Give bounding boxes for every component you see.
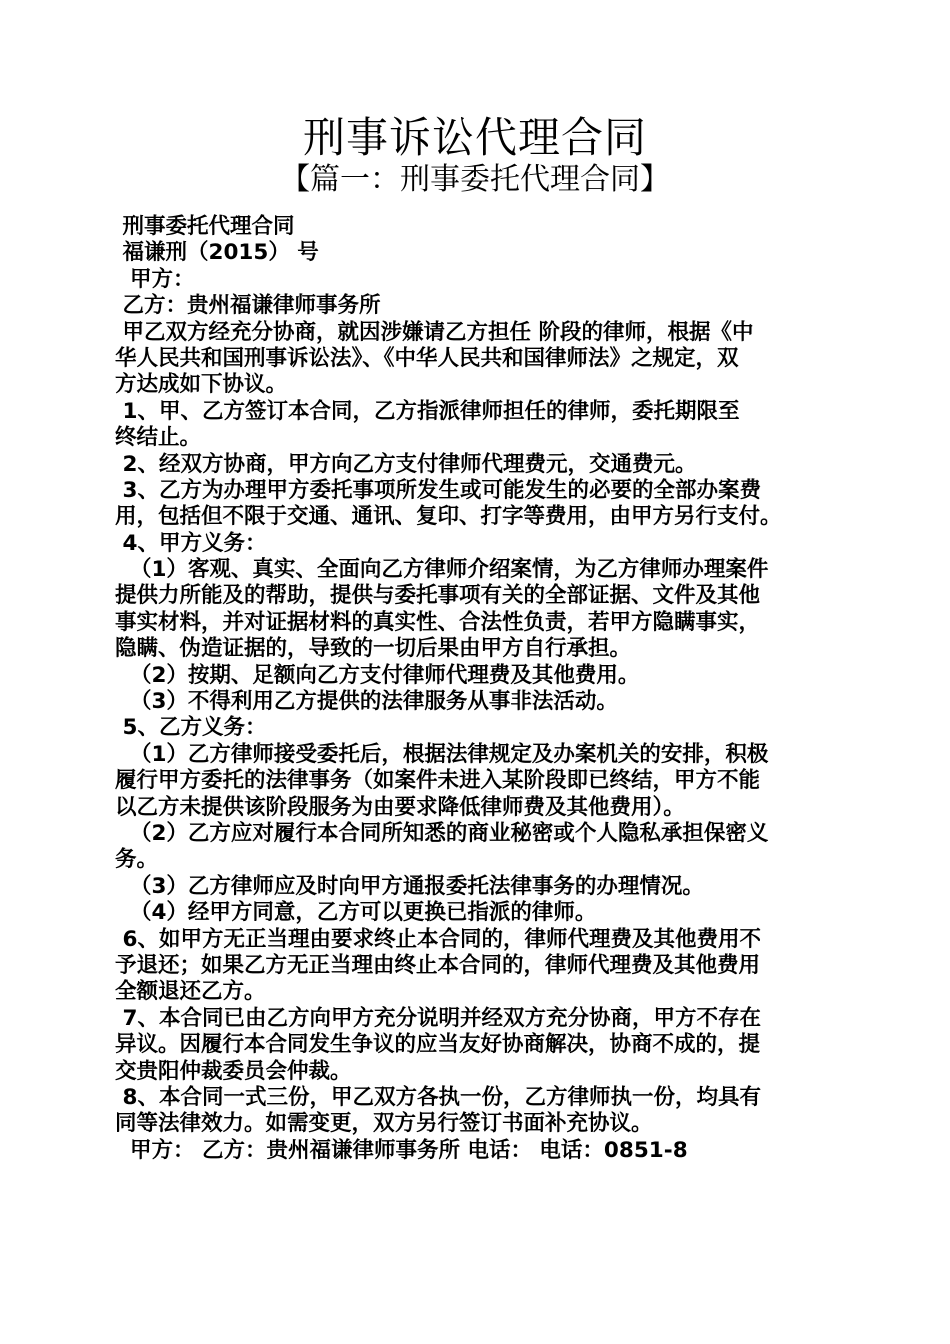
body-line: 甲乙双方经充分协商，就因涉嫌请乙方担任 阶段的律师，根据《中	[115, 319, 754, 345]
body-line: 务。	[115, 847, 159, 873]
body-line: 4、甲方义务：	[115, 530, 267, 556]
body-line: 华人民共和国刑事诉讼法》、《中华人民共和国律师法》之规定，双	[115, 345, 739, 371]
body-line: 事实材料，并对证据材料的真实性、合法性负责，若甲方隐瞒事实，	[115, 609, 761, 635]
body-line: （2）按期、足额向乙方支付律师代理费及其他费用。	[115, 662, 640, 688]
body-line: 提供力所能及的帮助，提供与委托事项有关的全部证据、文件及其他	[115, 583, 761, 609]
body-line: （1）乙方律师接受委托后，根据法律规定及办案机关的安排，积极	[115, 741, 769, 767]
body-line: （4）经甲方同意，乙方可以更换已指派的律师。	[115, 900, 597, 926]
body-line: 7、本合同已由乙方向甲方充分说明并经双方充分协商，甲方不存在	[115, 1005, 761, 1031]
body-line: 隐瞒、伪造证据的，导致的一切后果由甲方自行承担。	[115, 636, 632, 662]
body-line: 异议。因履行本合同发生争议的应当友好协商解决，协商不成的，提	[115, 1032, 761, 1058]
contract-body	[115, 214, 845, 1164]
body-line: 甲方：	[115, 266, 195, 292]
body-line: 同等法律效力。如需变更，双方另行签订书面补充协议。	[115, 1111, 653, 1137]
signature-line: 甲方： 乙方：贵州福谦律师事务所 电话： 电话：0851-8	[115, 1137, 688, 1163]
body-line: 交贵阳仲裁委员会仲裁。	[115, 1058, 352, 1084]
body-line: （3）不得利用乙方提供的法律服务从事非法活动。	[115, 689, 618, 715]
document-subtitle: 【篇一：刑事委托代理合同】	[280, 162, 670, 197]
body-line: 福谦刑（2015） 号	[115, 240, 319, 266]
body-line: （2）乙方应对履行本合同所知悉的商业秘密或个人隐私承担保密义	[115, 820, 769, 846]
body-line: 终结止。	[115, 425, 202, 451]
body-line: 1、甲、乙方签订本合同，乙方指派律师担任的律师，委托期限至	[115, 398, 740, 424]
body-line: 方达成如下协议。	[115, 372, 288, 398]
body-line: 以乙方未提供该阶段服务为由要求降低律师费及其他费用）。	[115, 794, 685, 820]
body-line: （3）乙方律师应及时向甲方通报委托法律事务的办理情况。	[115, 873, 704, 899]
body-line: 用，包括但不限于交通、通讯、复印、打字等费用，由甲方另行支付。	[115, 504, 782, 530]
body-line: 3、乙方为办理甲方委托事项所发生或可能发生的必要的全部办案费	[115, 477, 761, 503]
body-line: 全额退还乙方。	[115, 979, 266, 1005]
document-title: 刑事诉讼代理合同	[302, 113, 647, 162]
body-line: （1）客观、真实、全面向乙方律师介绍案情，为乙方律师办理案件	[115, 557, 769, 583]
body-line: 2、经双方协商，甲方向乙方支付律师代理费元，交通费元。	[115, 451, 697, 477]
body-line: 予退还；如果乙方无正当理由终止本合同的，律师代理费及其他费用	[115, 952, 761, 978]
body-line: 履行甲方委托的法律事务（如案件未进入某阶段即已终结，甲方不能	[115, 768, 761, 794]
body-line: 刑事委托代理合同	[115, 214, 295, 239]
body-line: 8、本合同一式三份，甲乙双方各执一份，乙方律师执一份，均具有	[115, 1084, 761, 1110]
body-line: 6、如甲方无正当理由要求终止本合同的，律师代理费及其他费用不	[115, 926, 761, 952]
body-line: 5、乙方义务：	[115, 715, 267, 741]
body-line: 乙方：贵州福谦律师事务所	[115, 293, 381, 319]
